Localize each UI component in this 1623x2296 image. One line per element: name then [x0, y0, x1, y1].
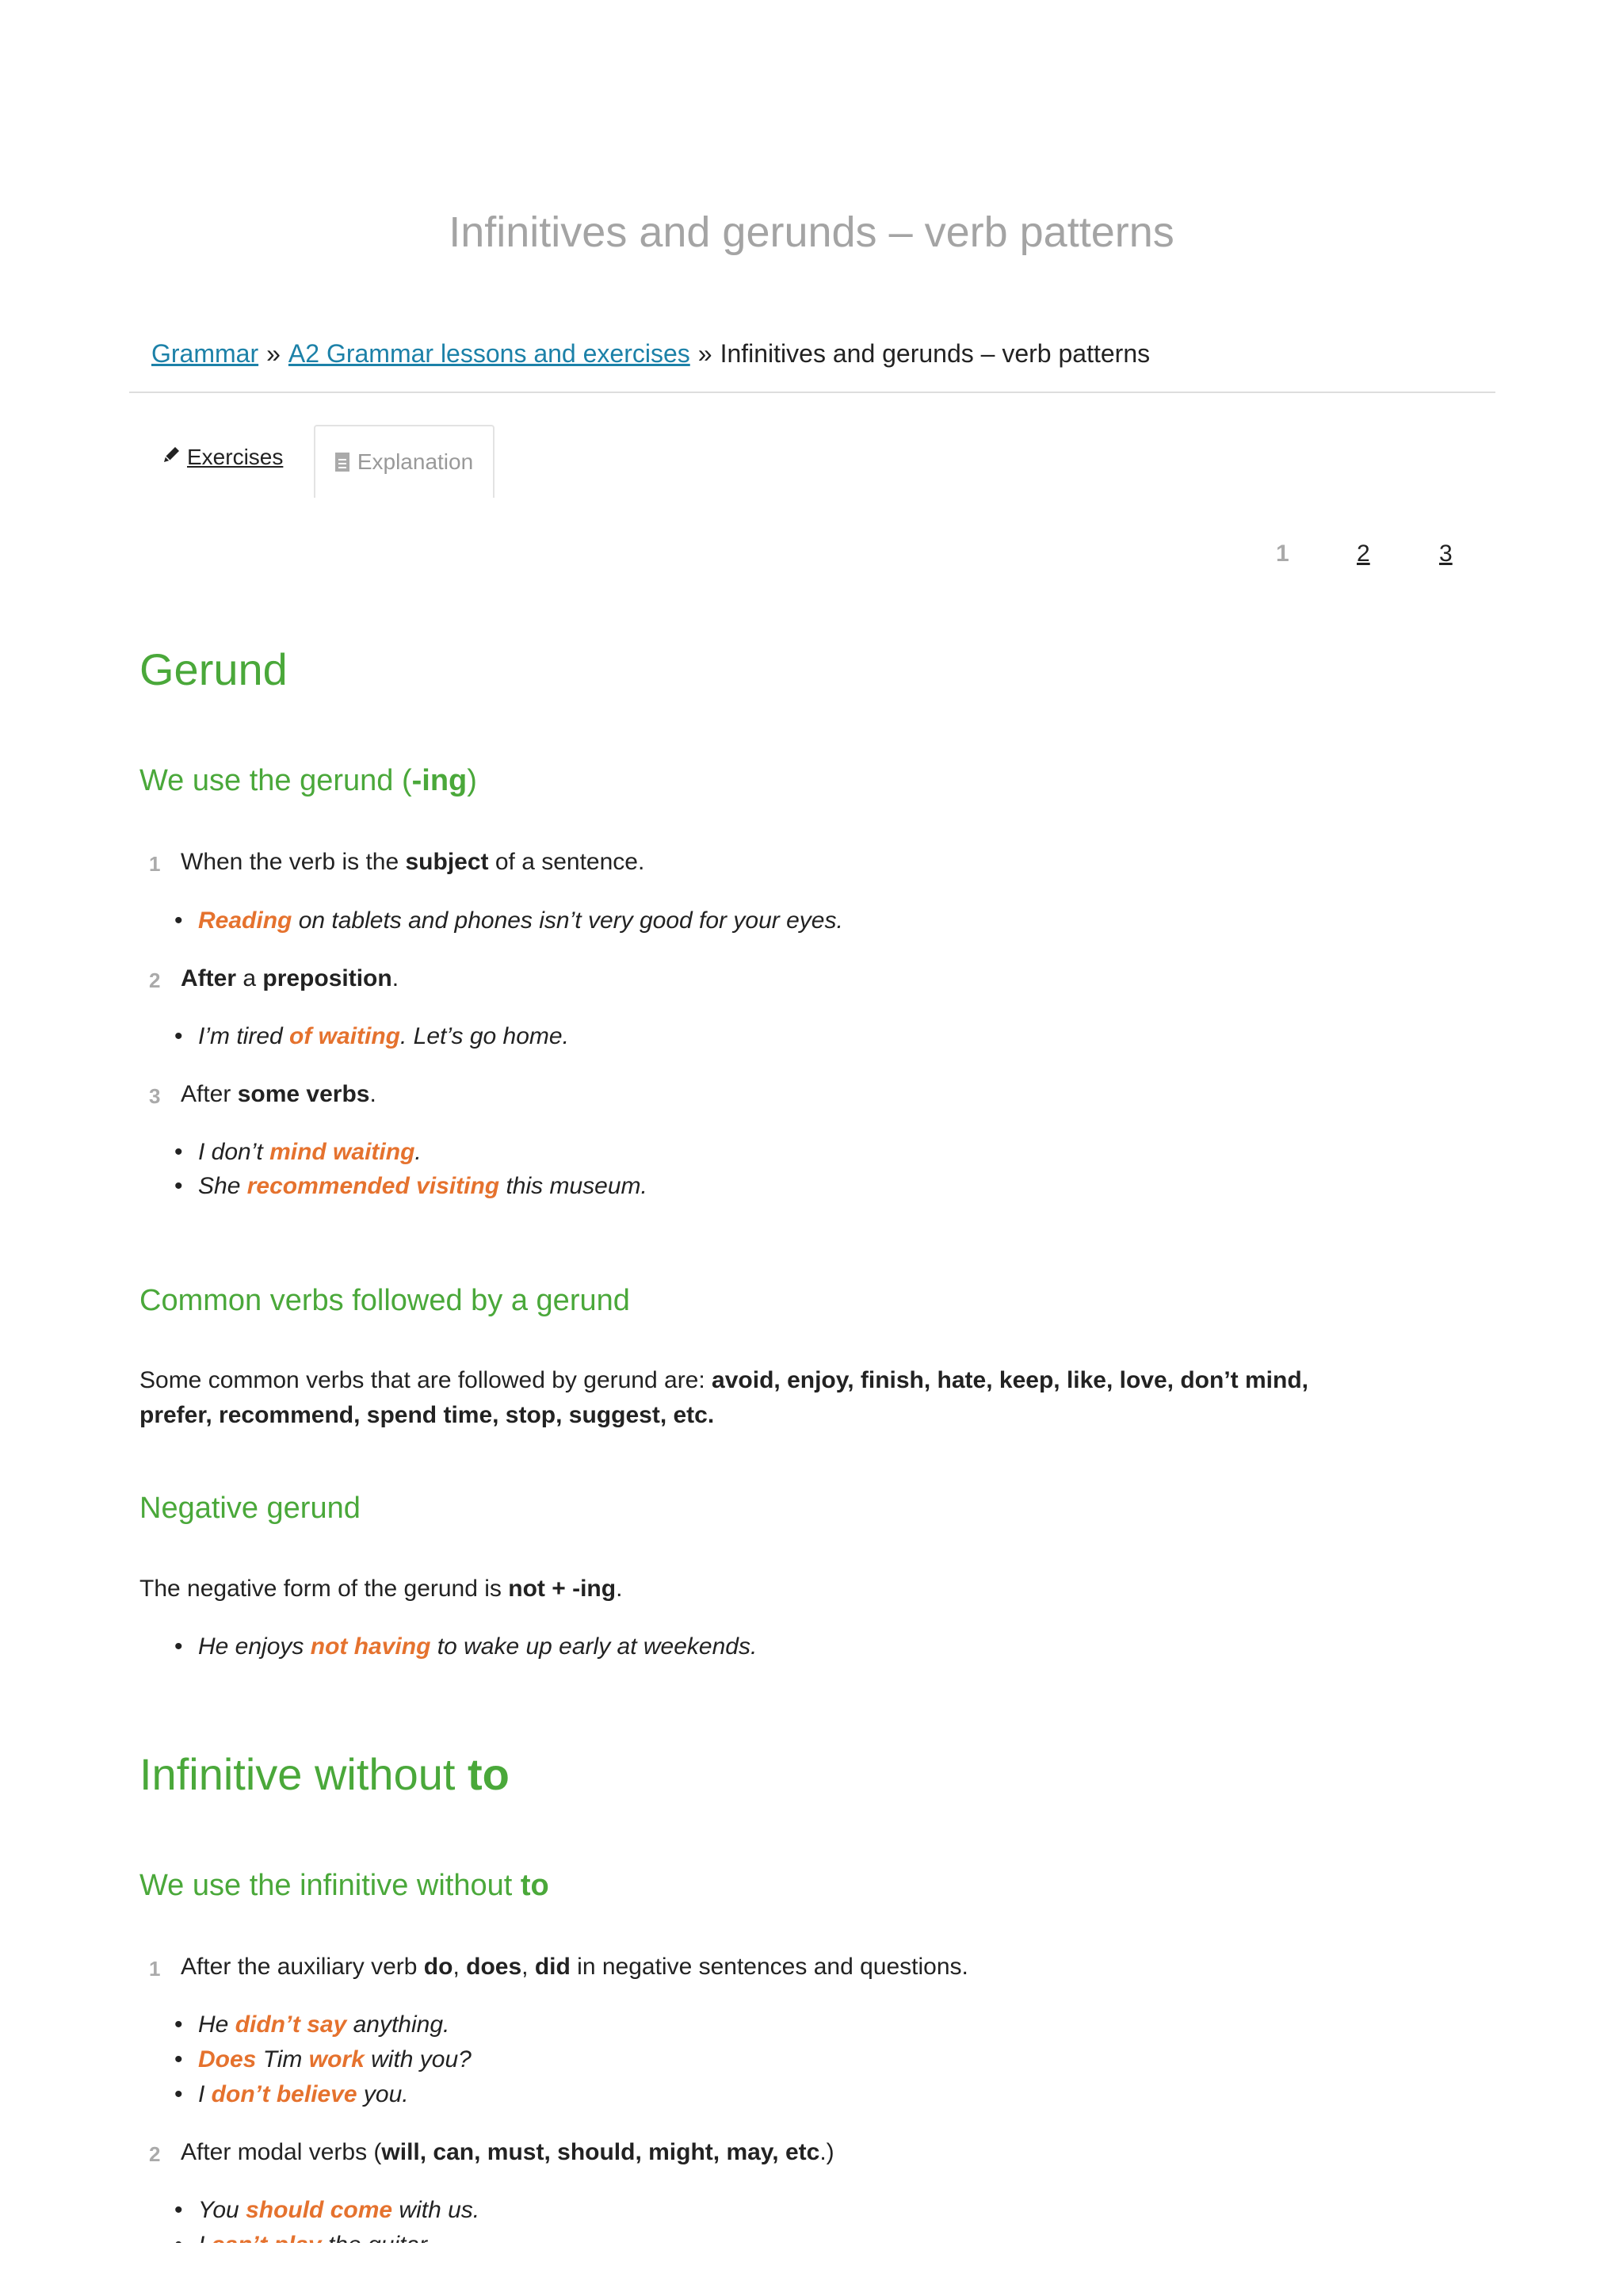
example-item: • I’m tired of waiting. Let’s go home.	[174, 1023, 569, 1050]
page-1[interactable]: 1	[1276, 541, 1289, 567]
tab-explanation[interactable]	[314, 425, 495, 498]
negative-gerund-paragraph: The negative form of the gerund is not + -ing.	[139, 1576, 623, 1602]
tab-explanation-label: Explanation	[357, 449, 474, 474]
breadcrumb-current: Infinitives and gerunds – verb patterns	[720, 339, 1151, 368]
page-bottom-mask	[0, 2243, 1623, 2296]
tab-exercises[interactable]	[162, 444, 283, 471]
gerund-rule-1: When the verb is the subject of a sentence.	[181, 849, 645, 875]
pencil-icon	[162, 444, 182, 471]
example-item: • He enjoys not having to wake up early at weekends.	[174, 1633, 757, 1660]
breadcrumb-separator: »	[697, 339, 712, 368]
document-icon	[335, 453, 349, 472]
breadcrumb-link-a2-grammar[interactable]: A2 Grammar lessons and exercises	[288, 339, 690, 368]
list-number: 3	[149, 1084, 161, 1108]
list-number: 2	[149, 968, 161, 992]
divider	[129, 392, 1495, 393]
gerund-rule-3: After some verbs.	[181, 1081, 376, 1107]
example-item: • You should come with us.	[174, 2197, 479, 2224]
example-item: • Does Tim work with you?	[174, 2046, 472, 2073]
page-3[interactable]: 3	[1439, 541, 1453, 567]
page-title: Infinitives and gerunds – verb patterns	[449, 208, 1174, 256]
common-verbs-heading: Common verbs followed by a gerund	[139, 1284, 630, 1317]
gerund-rule-2: After a preposition.	[181, 965, 399, 991]
tab-exercises-label: Exercises	[187, 445, 284, 469]
negative-gerund-heading: Negative gerund	[139, 1492, 361, 1525]
gerund-heading: Gerund	[139, 644, 288, 694]
list-number: 1	[149, 852, 161, 876]
breadcrumb-separator: »	[266, 339, 281, 368]
breadcrumb	[151, 339, 1150, 369]
gerund-use-heading: We use the gerund (-ing)	[139, 764, 477, 797]
example-item: • He didn’t say anything.	[174, 2011, 449, 2038]
list-number: 1	[149, 1957, 161, 1981]
breadcrumb-link-grammar[interactable]: Grammar	[151, 339, 259, 368]
infinitive-use-heading: We use the infinitive without to	[139, 1869, 549, 1902]
example-item: • I don’t mind waiting.	[174, 1139, 422, 1166]
common-verbs-paragraph: Some common verbs that are followed by gerund are: avoid, enjoy, finish, hate, keep, like, love, don’t mind, prefer, recommend, spend time, stop, suggest, etc.	[139, 1367, 1308, 1428]
infinitive-rule-1: After the auxiliary verb do, does, did in negative sentences and questions.	[181, 1954, 968, 1980]
infinitive-heading: Infinitive without to	[139, 1749, 510, 1799]
page-2[interactable]: 2	[1357, 541, 1370, 567]
example-item: • She recommended visiting this museum.	[174, 1173, 647, 1200]
example-item: • Reading on tablets and phones isn’t very good for your eyes.	[174, 907, 843, 934]
example-item: • I don’t believe you.	[174, 2081, 409, 2108]
infinitive-rule-2: After modal verbs (will, can, must, should, might, may, etc.)	[181, 2139, 834, 2165]
list-number: 2	[149, 2142, 161, 2166]
